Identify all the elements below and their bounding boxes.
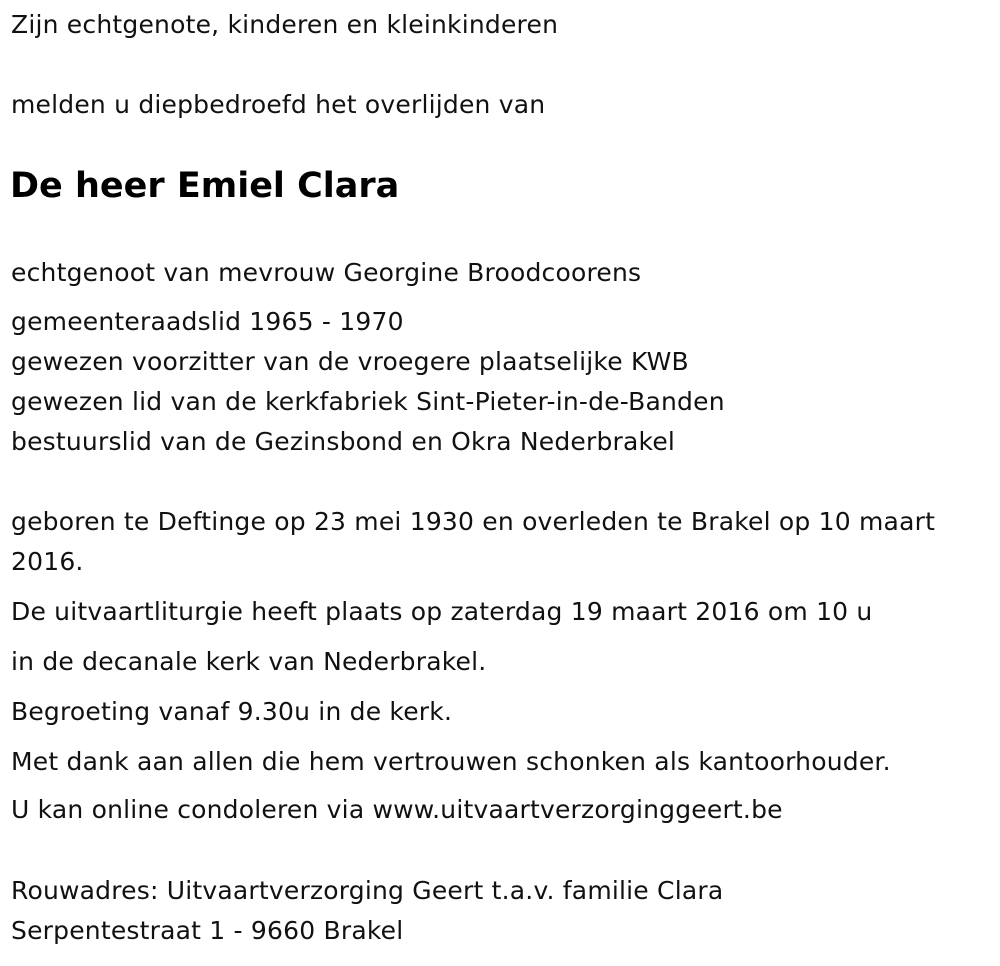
greeting-time: Begroeting vanaf 9.30u in de kerk. xyxy=(11,697,453,726)
birth-death-line-2: 2016. xyxy=(11,547,84,576)
funeral-location: in de decanale kerk van Nederbrakel. xyxy=(11,647,487,676)
role-church-fabric: gewezen lid van de kerkfabriek Sint-Pieter-in-de-Banden xyxy=(11,387,725,416)
role-council-member: gemeenteraadslid 1965 - 1970 xyxy=(11,307,404,336)
thanks-line: Met dank aan allen die hem vertrouwen schonken als kantoorhouder. xyxy=(11,747,891,776)
funeral-date: De uitvaartliturgie heeft plaats op zaterdag 19 maart 2016 om 10 u xyxy=(11,597,873,626)
deceased-name: De heer Emiel Clara xyxy=(10,166,400,206)
role-kwb-chairman: gewezen voorzitter van de vroegere plaatselijke KWB xyxy=(11,347,689,376)
intro-line-announcement: melden u diepbedroefd het overlijden van xyxy=(11,90,546,119)
birth-death-line-1: geboren te Deftinge op 23 mei 1930 en overleden te Brakel op 10 maart xyxy=(11,507,936,536)
mourning-address-line-1: Rouwadres: Uitvaartverzorging Geert t.a.v. familie Clara xyxy=(11,876,724,905)
online-condolence: U kan online condoleren via www.uitvaartverzorginggeert.be xyxy=(11,795,783,824)
mourning-address-line-2: Serpentestraat 1 - 9660 Brakel xyxy=(11,916,404,945)
intro-line-family: Zijn echtgenote, kinderen en kleinkinderen xyxy=(11,10,559,39)
role-spouse: echtgenoot van mevrouw Georgine Broodcoorens xyxy=(11,258,642,287)
role-gezinsbond-board: bestuurslid van de Gezinsbond en Okra Nederbrakel xyxy=(11,427,676,456)
